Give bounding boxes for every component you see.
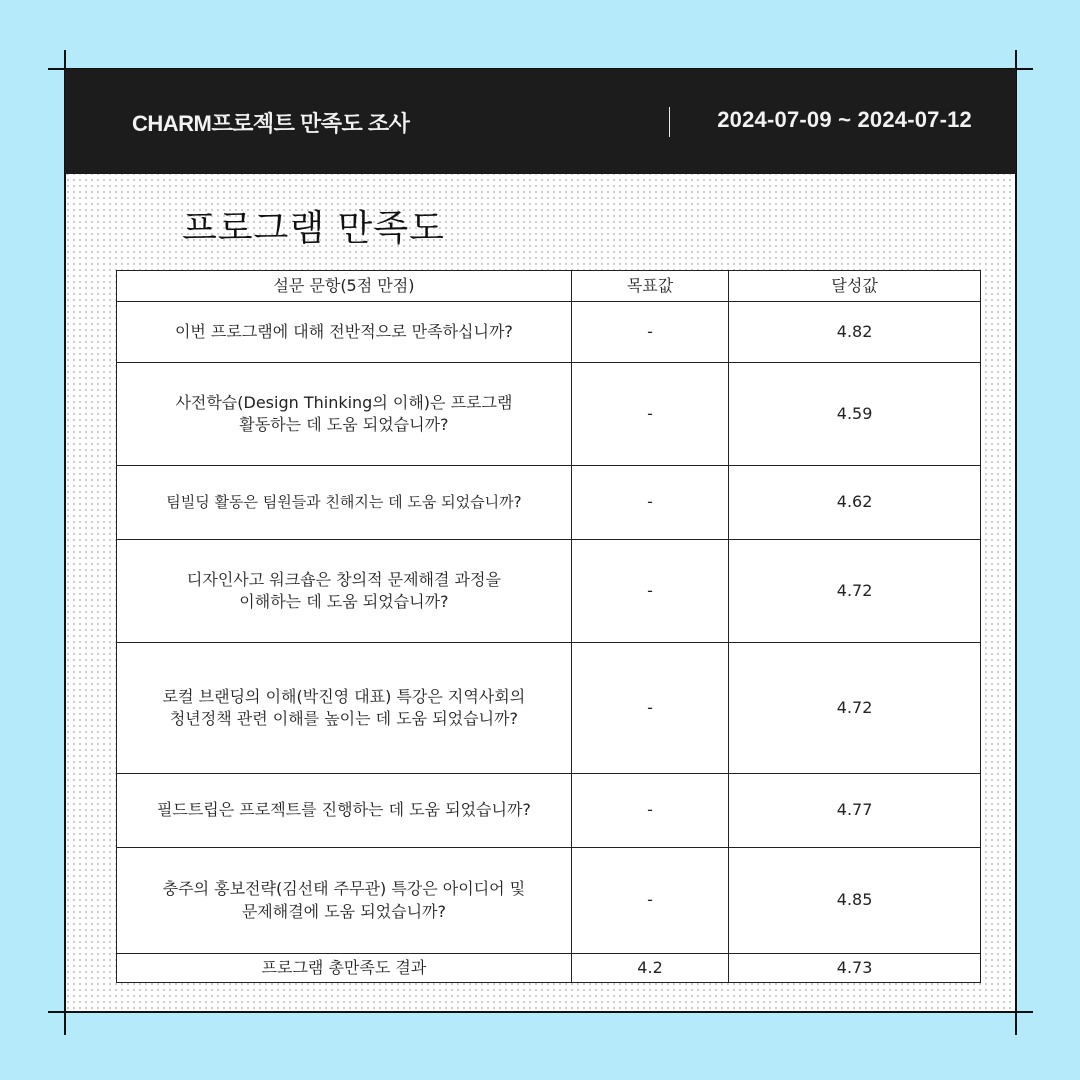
question-line: 팀빌딩 활동은 팀원들과 친해지는 데 도움 되었습니까? — [166, 493, 522, 511]
question-line: 청년정책 관련 이해를 높이는 데 도움 되었습니까? — [169, 709, 518, 728]
frame-line-bottom — [48, 1011, 1033, 1013]
question-line: 필드트립은 프로젝트를 진행하는 데 도움 되었습니까? — [156, 800, 531, 820]
achieved-cell: 4.72 — [729, 643, 981, 774]
question-line: 충주의 홍보전략(김선태 주무관) 특강은 아이디어 및 — [162, 879, 526, 899]
table-row — [117, 302, 981, 363]
summary-achieved: 4.73 — [729, 954, 981, 983]
achieved-cell: 4.85 — [729, 848, 981, 954]
header-title: CHARM프로젝트 만족도 조사 — [132, 111, 410, 136]
question-line: 문제해결에 도움 되었습니까? — [241, 901, 446, 921]
table-row — [117, 643, 981, 774]
target-cell: - — [571, 643, 728, 774]
question-cell — [117, 774, 572, 848]
table-row — [117, 774, 981, 848]
summary-row — [117, 954, 981, 983]
target-cell: - — [571, 363, 728, 466]
target-cell: - — [571, 302, 728, 363]
question-cell — [117, 466, 572, 540]
table-row — [117, 466, 981, 540]
summary-label: 프로그램 총만족도 결과 — [117, 954, 572, 983]
survey-table — [116, 270, 981, 983]
header-divider — [669, 107, 670, 137]
question-line: 활동하는 데 도움 되었습니까? — [239, 415, 449, 434]
question-line: 이해하는 데 도움 되었습니까? — [239, 592, 449, 611]
achieved-cell: 4.77 — [729, 774, 981, 848]
target-cell: - — [571, 540, 728, 643]
header-bar — [65, 69, 1016, 174]
header-date-range: 2024-07-09 ~ 2024-07-12 — [717, 107, 972, 132]
frame-line-left — [64, 50, 66, 1035]
achieved-cell: 4.72 — [729, 540, 981, 643]
question-line: 로컬 브랜딩의 이해(박진영 대표) 특강은 지역사회의 — [162, 686, 526, 706]
table-row — [117, 363, 981, 466]
table-header-row — [117, 271, 981, 302]
target-cell: - — [571, 848, 728, 954]
achieved-cell: 4.59 — [729, 363, 981, 466]
target-cell: - — [571, 466, 728, 540]
table-row — [117, 540, 981, 643]
question-line: 이번 프로그램에 대해 전반적으로 만족하십니까? — [174, 321, 513, 341]
target-cell: - — [571, 774, 728, 848]
column-header-question: 설문 문항(5점 만점) — [117, 271, 572, 302]
achieved-cell: 4.62 — [729, 466, 981, 540]
question-line: 디자인사고 워크숍은 창의적 문제해결 과정을 — [186, 569, 501, 589]
frame-line-right — [1015, 50, 1017, 1035]
page-title: 프로그램 만족도 — [182, 208, 445, 249]
table-row — [117, 848, 981, 954]
achieved-cell: 4.82 — [729, 302, 981, 363]
question-cell — [117, 302, 572, 363]
column-header-achieved: 달성값 — [729, 271, 981, 302]
question-cell — [117, 848, 572, 954]
question-cell — [117, 363, 572, 466]
question-cell — [117, 540, 572, 643]
question-cell — [117, 643, 572, 774]
column-header-target: 목표값 — [571, 271, 728, 302]
question-line: 사전학습(Design Thinking의 이해)은 프로그램 — [175, 392, 513, 412]
summary-target: 4.2 — [571, 954, 728, 983]
